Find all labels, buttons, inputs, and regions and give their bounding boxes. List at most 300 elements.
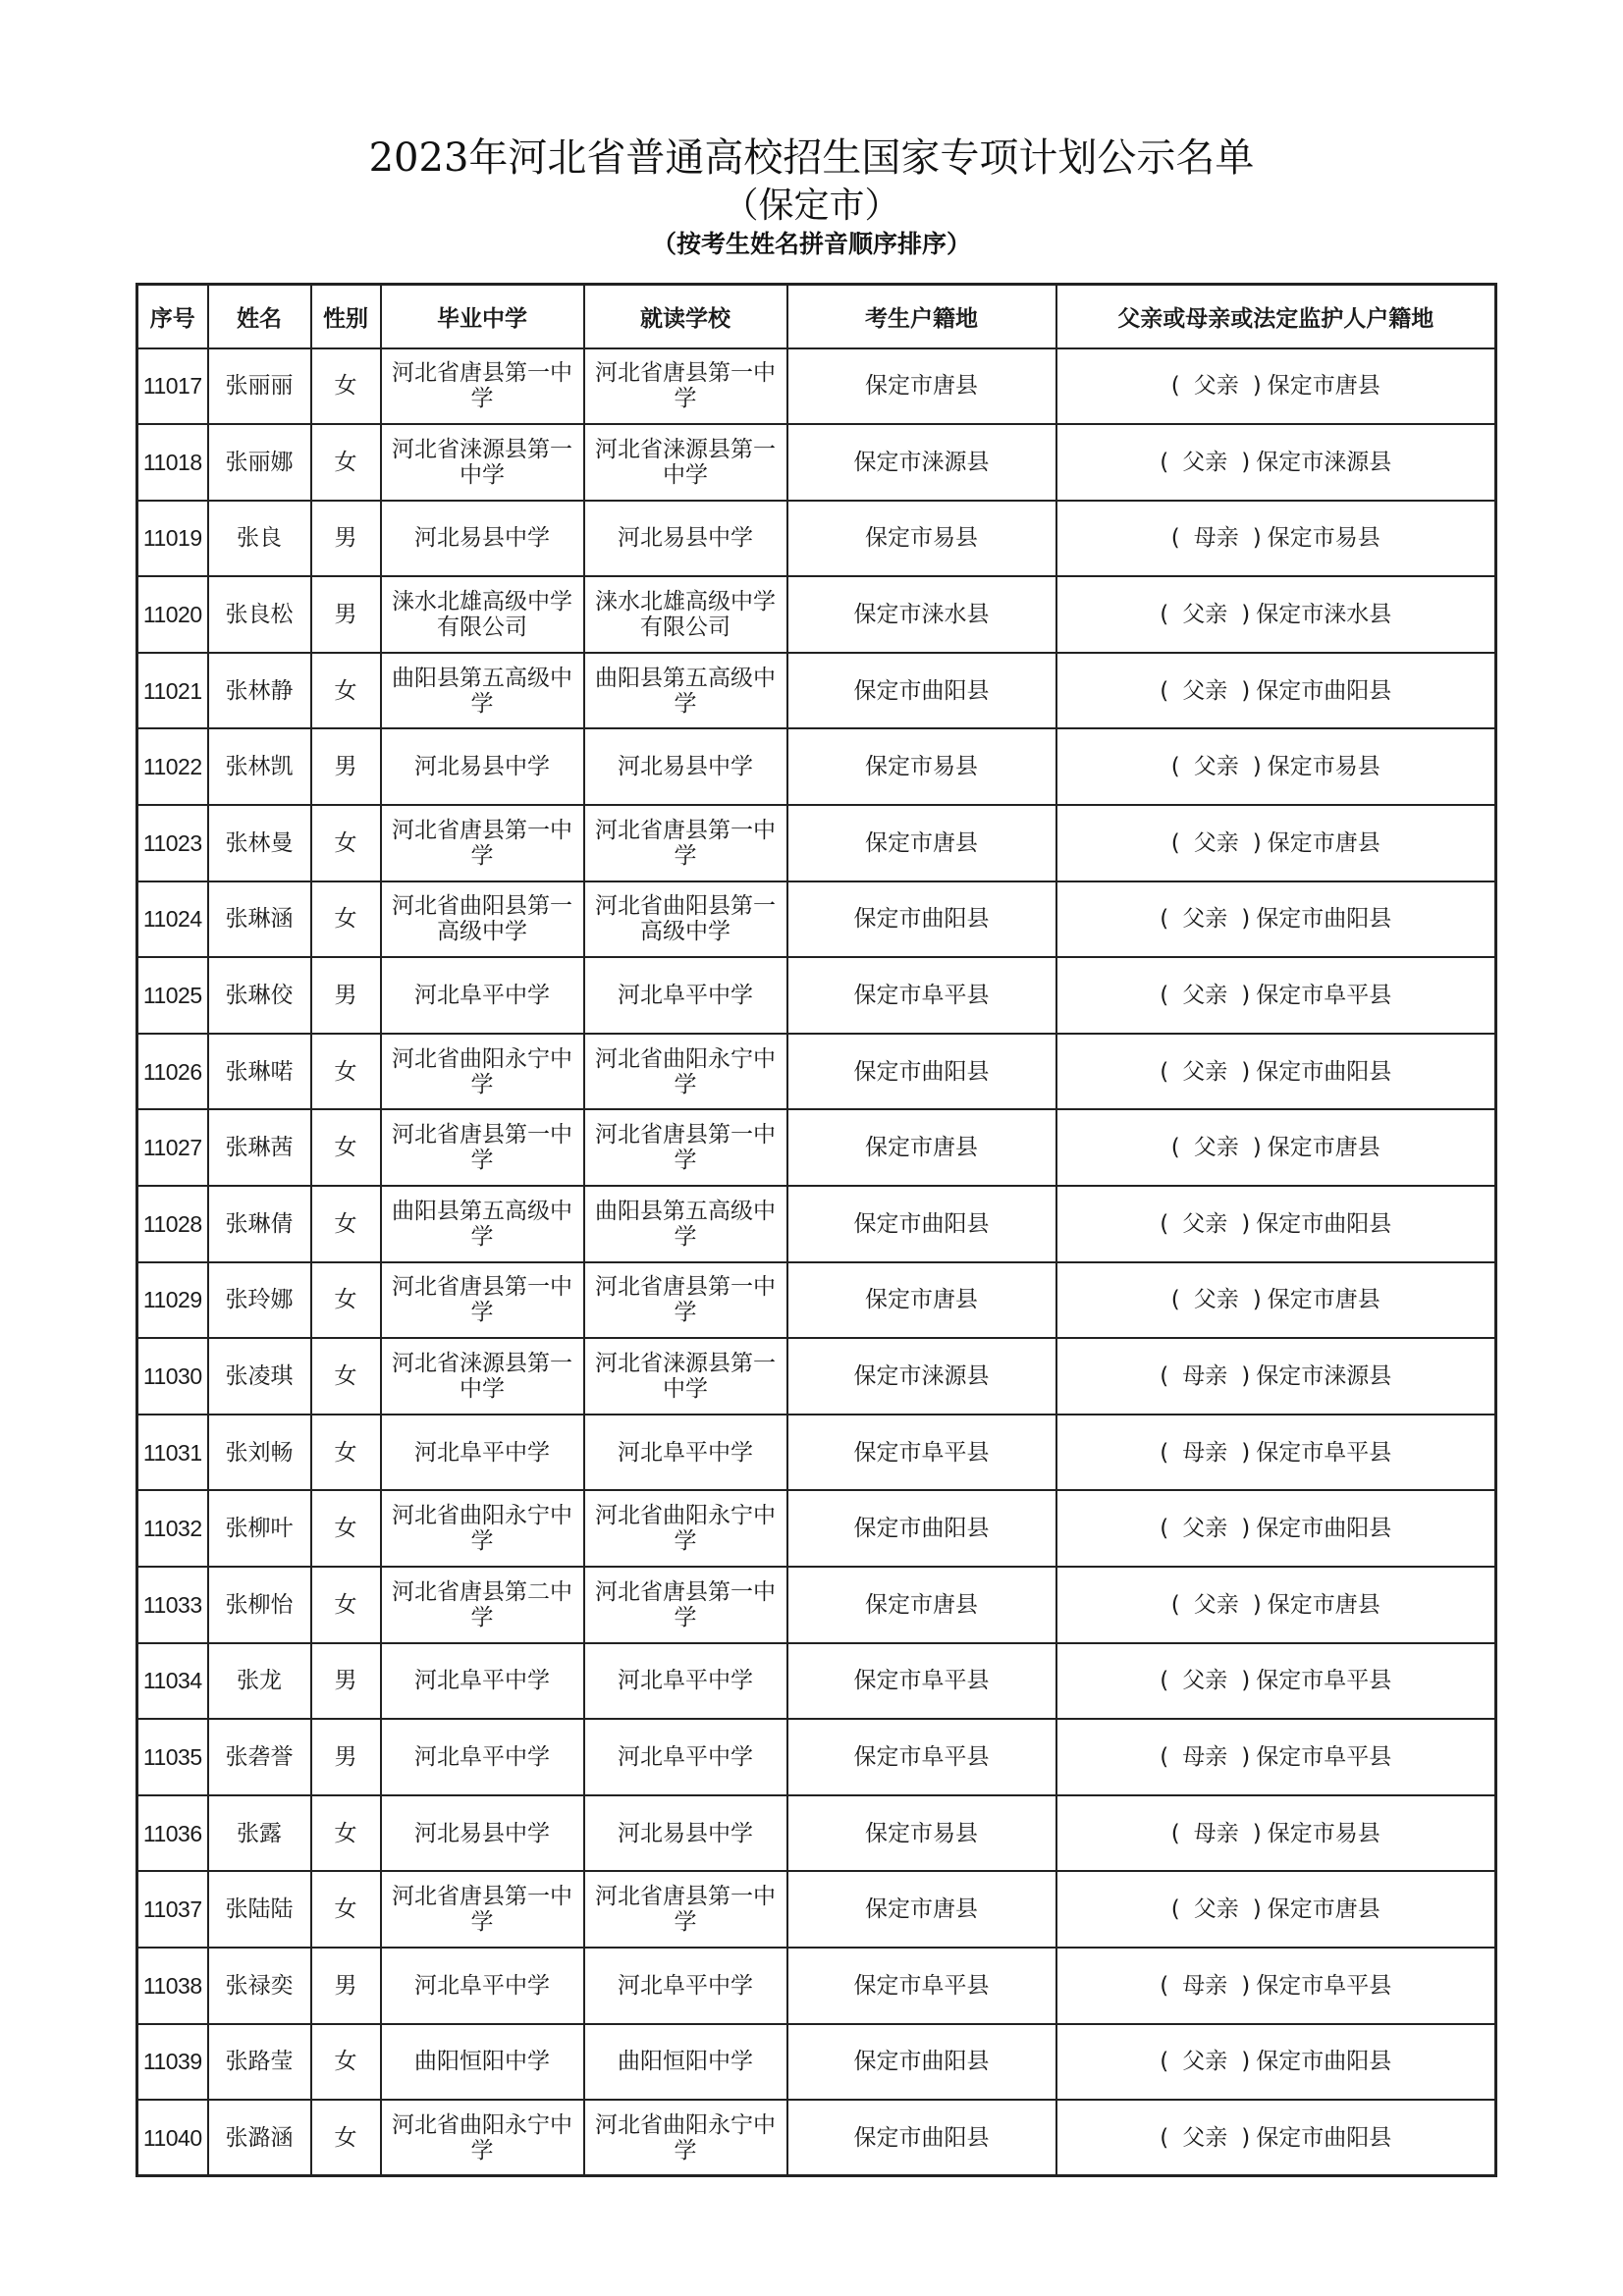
cell-candidate-hukou: 保定市阜平县 xyxy=(787,1719,1056,1795)
cell-guardian-hukou xyxy=(1056,805,1496,881)
paren-close: ) xyxy=(1241,2124,1251,2151)
cell-name: 张柳怡 xyxy=(208,1567,311,1643)
table-row xyxy=(137,1871,1496,1948)
paren-open: ( xyxy=(1170,829,1180,856)
cell-current-school: 河北易县中学 xyxy=(584,728,787,805)
cell-name: 张砻誉 xyxy=(208,1719,311,1795)
cell-serial-no: 11025 xyxy=(137,957,208,1034)
page-title: 2023年河北省普通高校招生国家专项计划公示名单 xyxy=(368,135,1255,181)
paren-close: ) xyxy=(1241,1439,1251,1466)
table-row xyxy=(137,1262,1496,1339)
cell-candidate-hukou: 保定市阜平县 xyxy=(787,1415,1056,1491)
table-row xyxy=(137,2100,1496,2176)
cell-serial-no: 11018 xyxy=(137,424,208,501)
cell-gender: 女 xyxy=(311,1186,381,1262)
cell-serial-no: 11023 xyxy=(137,805,208,881)
cell-current-school: 涞水北雄高级中学有限公司 xyxy=(584,576,787,653)
column-header-hukou: 考生户籍地 xyxy=(787,285,1056,348)
cell-graduation-school: 河北省唐县第一中学 xyxy=(381,805,584,881)
guardian-relation: 父亲 xyxy=(1193,1135,1239,1161)
sort-note: （按考生姓名拼音顺序排序） xyxy=(651,230,971,258)
cell-graduation-school: 河北阜平中学 xyxy=(381,957,584,1034)
cell-guardian-hukou xyxy=(1056,1490,1496,1567)
cell-current-school: 河北阜平中学 xyxy=(584,1948,787,2024)
cell-graduation-school: 曲阳恒阳中学 xyxy=(381,2024,584,2101)
cell-graduation-school: 曲阳县第五高级中学 xyxy=(381,653,584,729)
cell-candidate-hukou: 保定市曲阳县 xyxy=(787,1490,1056,1567)
paren-close: ) xyxy=(1241,983,1251,1009)
table-row xyxy=(137,1186,1496,1262)
cell-serial-no: 11024 xyxy=(137,881,208,958)
cell-guardian-hukou xyxy=(1056,1567,1496,1643)
cell-name: 张琳涵 xyxy=(208,881,311,958)
guardian-place: 保定市唐县 xyxy=(1267,1896,1380,1923)
cell-guardian-hukou xyxy=(1056,2100,1496,2176)
cell-gender: 女 xyxy=(311,1567,381,1643)
cell-serial-no: 11035 xyxy=(137,1719,208,1795)
cell-current-school: 河北省唐县第一中学 xyxy=(584,1567,787,1643)
paren-open: ( xyxy=(1160,2124,1169,2151)
cell-graduation-school: 河北易县中学 xyxy=(381,728,584,805)
guardian-place: 保定市易县 xyxy=(1267,754,1380,780)
paren-close: ) xyxy=(1241,602,1251,628)
paren-open: ( xyxy=(1160,1743,1169,1770)
cell-current-school: 河北省唐县第一中学 xyxy=(584,1109,787,1186)
table-row xyxy=(137,805,1496,881)
paren-close: ) xyxy=(1241,1210,1251,1237)
cell-gender: 男 xyxy=(311,728,381,805)
cell-gender: 男 xyxy=(311,1948,381,2024)
paren-close: ) xyxy=(1252,754,1262,780)
cell-guardian-hukou xyxy=(1056,1338,1496,1415)
guardian-relation: 父亲 xyxy=(1182,1516,1228,1542)
guardian-relation: 母亲 xyxy=(1193,525,1239,552)
cell-graduation-school: 河北省曲阳永宁中学 xyxy=(381,2100,584,2176)
cell-name: 张琳喏 xyxy=(208,1034,311,1110)
paren-open: ( xyxy=(1170,525,1180,552)
guardian-relation: 父亲 xyxy=(1182,1058,1228,1085)
cell-name: 张林凯 xyxy=(208,728,311,805)
column-header-gender: 性别 xyxy=(311,285,381,348)
cell-current-school: 河北省曲阳永宁中学 xyxy=(584,1034,787,1110)
table-row xyxy=(137,424,1496,501)
cell-name: 张刘畅 xyxy=(208,1415,311,1491)
cell-serial-no: 11026 xyxy=(137,1034,208,1110)
paren-close: ) xyxy=(1241,2049,1251,2075)
cell-current-school: 河北阜平中学 xyxy=(584,1643,787,1720)
guardian-relation: 父亲 xyxy=(1182,602,1228,628)
table-row xyxy=(137,348,1496,425)
cell-serial-no: 11017 xyxy=(137,348,208,425)
guardian-place: 保定市曲阳县 xyxy=(1256,2124,1392,2151)
table-row xyxy=(137,957,1496,1034)
cell-guardian-hukou xyxy=(1056,424,1496,501)
paren-open: ( xyxy=(1160,449,1169,475)
cell-candidate-hukou: 保定市曲阳县 xyxy=(787,1034,1056,1110)
cell-gender: 女 xyxy=(311,348,381,425)
paren-close: ) xyxy=(1241,1743,1251,1770)
cell-candidate-hukou: 保定市唐县 xyxy=(787,1567,1056,1643)
cell-graduation-school: 河北阜平中学 xyxy=(381,1719,584,1795)
guardian-place: 保定市阜平县 xyxy=(1256,1668,1392,1694)
guardian-relation: 母亲 xyxy=(1182,1972,1228,1999)
guardian-place: 保定市阜平县 xyxy=(1256,1743,1392,1770)
cell-name: 张林曼 xyxy=(208,805,311,881)
cell-candidate-hukou: 保定市曲阳县 xyxy=(787,2024,1056,2101)
guardian-place: 保定市曲阳县 xyxy=(1256,906,1392,933)
cell-gender: 女 xyxy=(311,1795,381,1872)
cell-graduation-school: 河北省曲阳永宁中学 xyxy=(381,1490,584,1567)
paren-close: ) xyxy=(1252,1896,1262,1923)
cell-guardian-hukou xyxy=(1056,1186,1496,1262)
column-header-no: 序号 xyxy=(137,285,208,348)
paren-open: ( xyxy=(1160,1439,1169,1466)
paren-close: ) xyxy=(1252,1287,1262,1313)
cell-gender: 女 xyxy=(311,2100,381,2176)
guardian-relation: 父亲 xyxy=(1182,1668,1228,1694)
cell-guardian-hukou xyxy=(1056,1871,1496,1948)
cell-guardian-hukou xyxy=(1056,728,1496,805)
cell-guardian-hukou xyxy=(1056,501,1496,577)
cell-current-school: 河北省涞源县第一中学 xyxy=(584,424,787,501)
cell-guardian-hukou xyxy=(1056,1719,1496,1795)
cell-candidate-hukou: 保定市唐县 xyxy=(787,805,1056,881)
guardian-place: 保定市涞源县 xyxy=(1256,449,1392,475)
guardian-relation: 父亲 xyxy=(1193,829,1239,856)
cell-graduation-school: 河北省唐县第一中学 xyxy=(381,348,584,425)
guardian-place: 保定市阜平县 xyxy=(1256,983,1392,1009)
cell-name: 张凌琪 xyxy=(208,1338,311,1415)
cell-name: 张丽娜 xyxy=(208,424,311,501)
guardian-relation: 父亲 xyxy=(1193,754,1239,780)
cell-graduation-school: 河北易县中学 xyxy=(381,501,584,577)
cell-gender: 女 xyxy=(311,2024,381,2101)
cell-name: 张露 xyxy=(208,1795,311,1872)
table-row xyxy=(137,1719,1496,1795)
cell-name: 张良 xyxy=(208,501,311,577)
paren-close: ) xyxy=(1241,1058,1251,1085)
cell-graduation-school: 河北省唐县第一中学 xyxy=(381,1871,584,1948)
cell-current-school: 河北阜平中学 xyxy=(584,957,787,1034)
cell-guardian-hukou xyxy=(1056,1109,1496,1186)
paren-close: ) xyxy=(1241,1516,1251,1542)
candidate-table xyxy=(135,283,1497,2177)
guardian-place: 保定市唐县 xyxy=(1267,1591,1380,1618)
table-row xyxy=(137,1795,1496,1872)
table-header-row xyxy=(137,285,1496,348)
cell-graduation-school: 河北阜平中学 xyxy=(381,1948,584,2024)
guardian-relation: 父亲 xyxy=(1193,1591,1239,1618)
guardian-place: 保定市曲阳县 xyxy=(1256,1516,1392,1542)
cell-gender: 女 xyxy=(311,1338,381,1415)
cell-guardian-hukou xyxy=(1056,348,1496,425)
table-row xyxy=(137,728,1496,805)
cell-serial-no: 11019 xyxy=(137,501,208,577)
cell-gender: 女 xyxy=(311,805,381,881)
cell-name: 张禄奕 xyxy=(208,1948,311,2024)
cell-serial-no: 11040 xyxy=(137,2100,208,2176)
cell-serial-no: 11038 xyxy=(137,1948,208,2024)
cell-name: 张林静 xyxy=(208,653,311,729)
guardian-relation: 父亲 xyxy=(1182,983,1228,1009)
table-row xyxy=(137,501,1496,577)
cell-graduation-school: 河北省涞源县第一中学 xyxy=(381,424,584,501)
cell-graduation-school: 河北阜平中学 xyxy=(381,1643,584,1720)
paren-open: ( xyxy=(1170,1591,1180,1618)
paren-close: ) xyxy=(1241,449,1251,475)
column-header-grad-school: 毕业中学 xyxy=(381,285,584,348)
cell-serial-no: 11031 xyxy=(137,1415,208,1491)
cell-graduation-school: 河北省曲阳县第一高级中学 xyxy=(381,881,584,958)
cell-serial-no: 11021 xyxy=(137,653,208,729)
paren-close: ) xyxy=(1252,829,1262,856)
cell-graduation-school: 河北阜平中学 xyxy=(381,1415,584,1491)
cell-candidate-hukou: 保定市易县 xyxy=(787,728,1056,805)
cell-candidate-hukou: 保定市唐县 xyxy=(787,1871,1056,1948)
cell-guardian-hukou xyxy=(1056,881,1496,958)
cell-candidate-hukou: 保定市曲阳县 xyxy=(787,1186,1056,1262)
cell-graduation-school: 河北易县中学 xyxy=(381,1795,584,1872)
cell-gender: 女 xyxy=(311,424,381,501)
paren-close: ) xyxy=(1241,1972,1251,1999)
page-subtitle: （保定市） xyxy=(723,186,900,226)
guardian-place: 保定市涞源县 xyxy=(1256,1363,1392,1390)
cell-gender: 男 xyxy=(311,501,381,577)
cell-current-school: 河北省曲阳永宁中学 xyxy=(584,2100,787,2176)
cell-graduation-school: 曲阳县第五高级中学 xyxy=(381,1186,584,1262)
guardian-place: 保定市阜平县 xyxy=(1256,1972,1392,1999)
guardian-relation: 母亲 xyxy=(1193,1820,1239,1846)
paren-open: ( xyxy=(1170,1287,1180,1313)
cell-current-school: 曲阳县第五高级中学 xyxy=(584,1186,787,1262)
paren-open: ( xyxy=(1160,1058,1169,1085)
cell-candidate-hukou: 保定市涞源县 xyxy=(787,424,1056,501)
cell-name: 张良松 xyxy=(208,576,311,653)
cell-guardian-hukou xyxy=(1056,957,1496,1034)
paren-close: ) xyxy=(1241,1363,1251,1390)
cell-serial-no: 11037 xyxy=(137,1871,208,1948)
table-row xyxy=(137,1643,1496,1720)
cell-gender: 男 xyxy=(311,1719,381,1795)
cell-gender: 女 xyxy=(311,1109,381,1186)
table-row xyxy=(137,1338,1496,1415)
cell-name: 张琳茜 xyxy=(208,1109,311,1186)
cell-current-school: 河北省唐县第一中学 xyxy=(584,1871,787,1948)
guardian-place: 保定市曲阳县 xyxy=(1256,677,1392,704)
guardian-place: 保定市阜平县 xyxy=(1256,1439,1392,1466)
paren-open: ( xyxy=(1160,1668,1169,1694)
paren-close: ) xyxy=(1252,1135,1262,1161)
guardian-relation: 父亲 xyxy=(1182,2049,1228,2075)
cell-candidate-hukou: 保定市易县 xyxy=(787,501,1056,577)
cell-guardian-hukou xyxy=(1056,1034,1496,1110)
table-row xyxy=(137,1567,1496,1643)
paren-open: ( xyxy=(1160,983,1169,1009)
cell-gender: 女 xyxy=(311,1415,381,1491)
guardian-relation: 父亲 xyxy=(1182,677,1228,704)
guardian-relation: 父亲 xyxy=(1182,449,1228,475)
cell-current-school: 河北易县中学 xyxy=(584,1795,787,1872)
cell-name: 张龙 xyxy=(208,1643,311,1720)
guardian-place: 保定市易县 xyxy=(1267,1820,1380,1846)
paren-open: ( xyxy=(1160,1516,1169,1542)
cell-candidate-hukou: 保定市曲阳县 xyxy=(787,2100,1056,2176)
cell-graduation-school: 涞水北雄高级中学有限公司 xyxy=(381,576,584,653)
cell-gender: 女 xyxy=(311,653,381,729)
paren-open: ( xyxy=(1160,602,1169,628)
cell-candidate-hukou: 保定市易县 xyxy=(787,1795,1056,1872)
cell-candidate-hukou: 保定市唐县 xyxy=(787,1262,1056,1339)
cell-serial-no: 11020 xyxy=(137,576,208,653)
cell-name: 张潞涵 xyxy=(208,2100,311,2176)
cell-gender: 女 xyxy=(311,1490,381,1567)
guardian-place: 保定市易县 xyxy=(1267,525,1380,552)
cell-guardian-hukou xyxy=(1056,1948,1496,2024)
cell-current-school: 河北易县中学 xyxy=(584,501,787,577)
paren-close: ) xyxy=(1252,1591,1262,1618)
guardian-place: 保定市曲阳县 xyxy=(1256,2049,1392,2075)
cell-name: 张陆陆 xyxy=(208,1871,311,1948)
cell-gender: 女 xyxy=(311,881,381,958)
cell-serial-no: 11022 xyxy=(137,728,208,805)
table-row xyxy=(137,1109,1496,1186)
cell-gender: 女 xyxy=(311,1871,381,1948)
table-row xyxy=(137,1490,1496,1567)
cell-name: 张玲娜 xyxy=(208,1262,311,1339)
paren-open: ( xyxy=(1170,373,1180,400)
paren-open: ( xyxy=(1160,1972,1169,1999)
cell-graduation-school: 河北省唐县第二中学 xyxy=(381,1567,584,1643)
cell-candidate-hukou: 保定市唐县 xyxy=(787,1109,1056,1186)
paren-open: ( xyxy=(1160,1363,1169,1390)
cell-guardian-hukou xyxy=(1056,576,1496,653)
cell-candidate-hukou: 保定市涞水县 xyxy=(787,576,1056,653)
column-header-name: 姓名 xyxy=(208,285,311,348)
cell-serial-no: 11027 xyxy=(137,1109,208,1186)
paren-open: ( xyxy=(1170,1820,1180,1846)
table-body xyxy=(137,348,1496,2176)
guardian-place: 保定市唐县 xyxy=(1267,1287,1380,1313)
cell-graduation-school: 河北省曲阳永宁中学 xyxy=(381,1034,584,1110)
table-row xyxy=(137,1948,1496,2024)
guardian-relation: 父亲 xyxy=(1193,373,1239,400)
table-row xyxy=(137,881,1496,958)
cell-serial-no: 11032 xyxy=(137,1490,208,1567)
guardian-relation: 父亲 xyxy=(1182,906,1228,933)
cell-current-school: 河北省唐县第一中学 xyxy=(584,1262,787,1339)
cell-serial-no: 11030 xyxy=(137,1338,208,1415)
cell-graduation-school: 河北省涞源县第一中学 xyxy=(381,1338,584,1415)
guardian-place: 保定市涞水县 xyxy=(1256,602,1392,628)
cell-current-school: 河北省涞源县第一中学 xyxy=(584,1338,787,1415)
cell-guardian-hukou xyxy=(1056,2024,1496,2101)
cell-guardian-hukou xyxy=(1056,1262,1496,1339)
cell-serial-no: 11033 xyxy=(137,1567,208,1643)
cell-current-school: 河北省唐县第一中学 xyxy=(584,805,787,881)
cell-name: 张柳叶 xyxy=(208,1490,311,1567)
cell-candidate-hukou: 保定市曲阳县 xyxy=(787,653,1056,729)
paren-close: ) xyxy=(1241,1668,1251,1694)
paren-open: ( xyxy=(1160,906,1169,933)
cell-guardian-hukou xyxy=(1056,1643,1496,1720)
cell-current-school: 曲阳恒阳中学 xyxy=(584,2024,787,2101)
cell-guardian-hukou xyxy=(1056,1415,1496,1491)
cell-candidate-hukou: 保定市曲阳县 xyxy=(787,881,1056,958)
cell-name: 张琳佼 xyxy=(208,957,311,1034)
table-row xyxy=(137,1415,1496,1491)
paren-open: ( xyxy=(1160,1210,1169,1237)
cell-gender: 女 xyxy=(311,1262,381,1339)
cell-current-school: 河北阜平中学 xyxy=(584,1719,787,1795)
guardian-relation: 父亲 xyxy=(1182,2124,1228,2151)
cell-guardian-hukou xyxy=(1056,1795,1496,1872)
cell-candidate-hukou: 保定市唐县 xyxy=(787,348,1056,425)
cell-graduation-school: 河北省唐县第一中学 xyxy=(381,1109,584,1186)
cell-name: 张琳倩 xyxy=(208,1186,311,1262)
paren-open: ( xyxy=(1160,677,1169,704)
cell-gender: 男 xyxy=(311,1643,381,1720)
guardian-place: 保定市唐县 xyxy=(1267,829,1380,856)
cell-serial-no: 11034 xyxy=(137,1643,208,1720)
guardian-relation: 父亲 xyxy=(1182,1210,1228,1237)
paren-open: ( xyxy=(1170,1135,1180,1161)
paren-open: ( xyxy=(1160,2049,1169,2075)
cell-gender: 女 xyxy=(311,1034,381,1110)
cell-candidate-hukou: 保定市阜平县 xyxy=(787,1643,1056,1720)
guardian-place: 保定市曲阳县 xyxy=(1256,1058,1392,1085)
guardian-relation: 母亲 xyxy=(1182,1439,1228,1466)
cell-graduation-school: 河北省唐县第一中学 xyxy=(381,1262,584,1339)
paren-close: ) xyxy=(1241,906,1251,933)
cell-serial-no: 11036 xyxy=(137,1795,208,1872)
cell-current-school: 河北阜平中学 xyxy=(584,1415,787,1491)
cell-current-school: 河北省曲阳县第一高级中学 xyxy=(584,881,787,958)
paren-close: ) xyxy=(1252,1820,1262,1846)
table-row xyxy=(137,576,1496,653)
cell-serial-no: 11029 xyxy=(137,1262,208,1339)
paren-close: ) xyxy=(1241,677,1251,704)
cell-candidate-hukou: 保定市涞源县 xyxy=(787,1338,1056,1415)
cell-candidate-hukou: 保定市阜平县 xyxy=(787,1948,1056,2024)
cell-gender: 男 xyxy=(311,957,381,1034)
cell-candidate-hukou: 保定市阜平县 xyxy=(787,957,1056,1034)
paren-close: ) xyxy=(1252,525,1262,552)
column-header-guardian-hukou: 父亲或母亲或法定监护人户籍地 xyxy=(1056,285,1496,348)
cell-current-school: 曲阳县第五高级中学 xyxy=(584,653,787,729)
cell-name: 张丽丽 xyxy=(208,348,311,425)
guardian-place: 保定市曲阳县 xyxy=(1256,1210,1392,1237)
guardian-place: 保定市唐县 xyxy=(1267,1135,1380,1161)
table-row xyxy=(137,653,1496,729)
cell-gender: 男 xyxy=(311,576,381,653)
paren-open: ( xyxy=(1170,754,1180,780)
guardian-place: 保定市唐县 xyxy=(1267,373,1380,400)
cell-serial-no: 11039 xyxy=(137,2024,208,2101)
paren-close: ) xyxy=(1252,373,1262,400)
guardian-relation: 母亲 xyxy=(1182,1743,1228,1770)
cell-current-school: 河北省唐县第一中学 xyxy=(584,348,787,425)
guardian-relation: 父亲 xyxy=(1193,1896,1239,1923)
table-row xyxy=(137,2024,1496,2101)
cell-name: 张路莹 xyxy=(208,2024,311,2101)
cell-serial-no: 11028 xyxy=(137,1186,208,1262)
cell-current-school: 河北省曲阳永宁中学 xyxy=(584,1490,787,1567)
paren-open: ( xyxy=(1170,1896,1180,1923)
cell-guardian-hukou xyxy=(1056,653,1496,729)
guardian-relation: 母亲 xyxy=(1182,1363,1228,1390)
guardian-relation: 父亲 xyxy=(1193,1287,1239,1313)
column-header-study-school: 就读学校 xyxy=(584,285,787,348)
